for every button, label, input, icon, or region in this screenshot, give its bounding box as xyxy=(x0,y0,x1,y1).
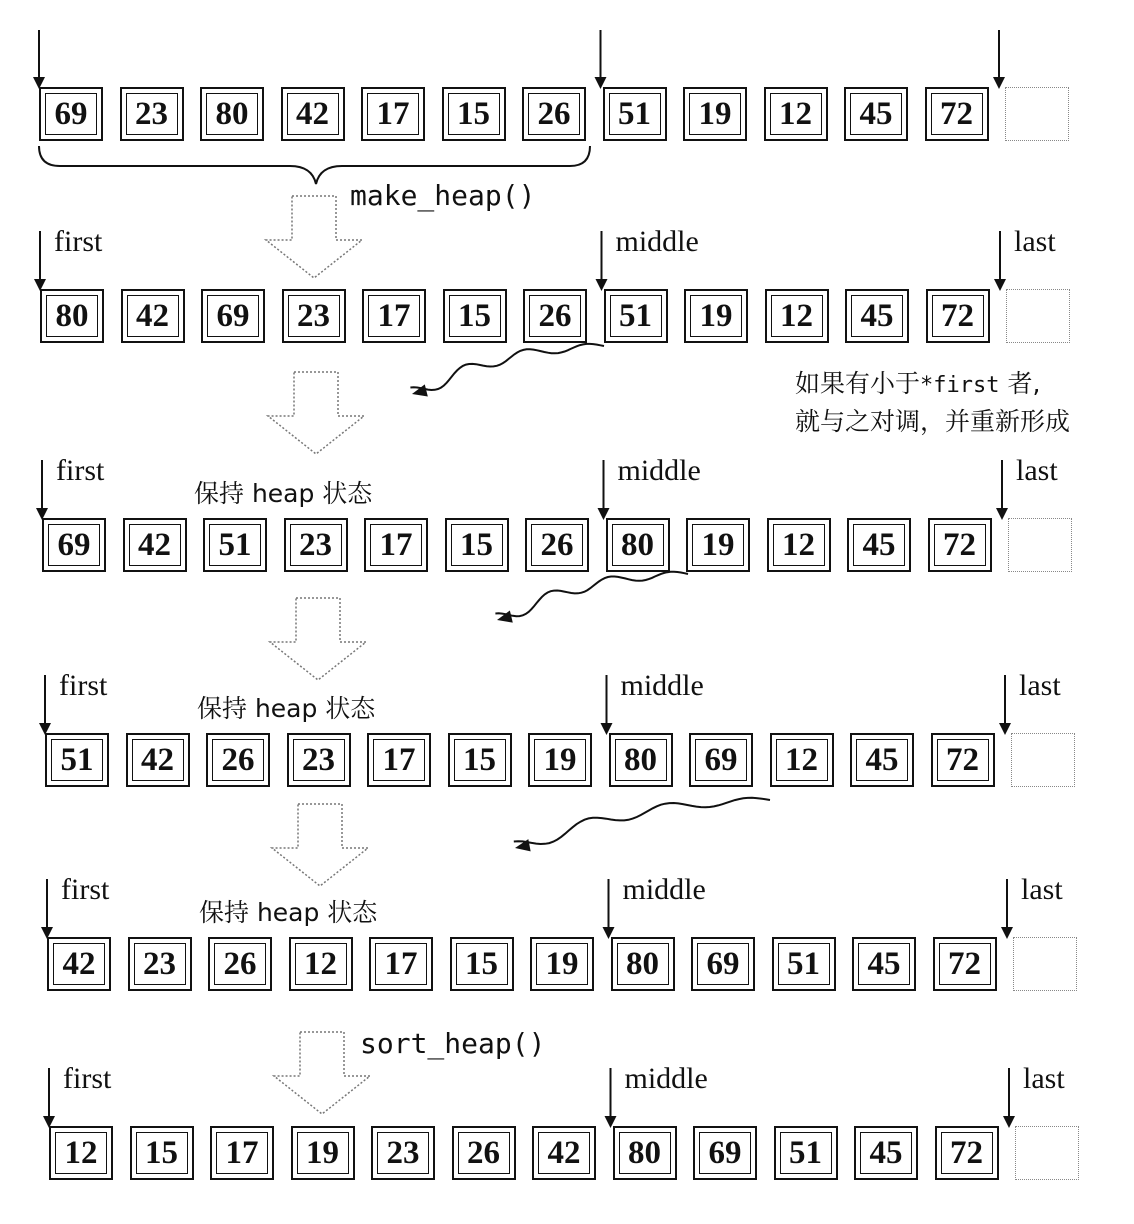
first-label: first xyxy=(61,873,110,906)
swap-arrow-curve xyxy=(514,798,770,844)
array-cell xyxy=(442,87,506,141)
cell-value: 12 xyxy=(779,95,812,132)
cell-value: 19 xyxy=(306,1134,339,1171)
middle-label: middle xyxy=(617,454,701,487)
array-cell xyxy=(40,289,104,343)
array-cell xyxy=(284,518,348,572)
sort-heap-transition-arrow xyxy=(274,1032,370,1114)
swap-note-line-1 xyxy=(795,366,1070,404)
cell-value: 72 xyxy=(950,1134,983,1171)
array-cell xyxy=(289,937,353,991)
cell-value: 80 xyxy=(621,526,654,563)
array-cell xyxy=(925,87,989,141)
array-cell xyxy=(448,733,512,787)
array-cell xyxy=(613,1126,677,1180)
cell-value: 69 xyxy=(704,741,738,778)
cell-value: 23 xyxy=(143,945,176,982)
cell-value: 72 xyxy=(946,741,979,778)
array-cell xyxy=(604,289,668,343)
swap-note xyxy=(795,366,1070,440)
cell-value: 17 xyxy=(376,95,410,132)
array-cell xyxy=(530,937,594,991)
swap-arrow-curve xyxy=(410,344,604,390)
array-cell xyxy=(206,733,270,787)
cell-value: 42 xyxy=(138,526,171,563)
cell-value: 26 xyxy=(538,297,572,334)
array-cell xyxy=(120,87,184,141)
array-cell xyxy=(767,518,831,572)
array-cell xyxy=(854,1126,918,1180)
cell-value: 69 xyxy=(708,1134,742,1171)
array-cell xyxy=(764,87,828,141)
array-cell xyxy=(926,289,990,343)
array-cell xyxy=(203,518,267,572)
last-pointer-arrow-head xyxy=(999,723,1011,735)
cell-value: 15 xyxy=(460,526,493,563)
cell-value: 12 xyxy=(782,526,815,563)
last-pointer-arrow-head xyxy=(1001,927,1013,939)
cell-value: 15 xyxy=(465,945,498,982)
array-cell xyxy=(287,733,351,787)
array-cell xyxy=(450,937,514,991)
last-label: last xyxy=(1014,225,1056,258)
array-cell xyxy=(128,937,192,991)
cell-value: 69 xyxy=(54,95,88,132)
array-cell xyxy=(443,289,507,343)
array-cell xyxy=(281,87,345,141)
array-cell xyxy=(603,87,667,141)
sort-heap-label: sort_heap() xyxy=(360,1027,546,1060)
cell-value: 26 xyxy=(221,741,255,778)
array-cell xyxy=(931,733,995,787)
array-end-slot xyxy=(1013,937,1077,991)
cell-value: 17 xyxy=(379,526,413,563)
last-pointer-arrow-head xyxy=(1003,1116,1015,1128)
cell-value: 23 xyxy=(297,297,330,334)
cell-value: 17 xyxy=(382,741,416,778)
array-cell xyxy=(367,733,431,787)
cell-value: 26 xyxy=(223,945,257,982)
cell-value: 26 xyxy=(467,1134,500,1171)
cell-value: 72 xyxy=(948,945,981,982)
array-end-slot xyxy=(1015,1126,1079,1180)
heap-state-note: 保持 heap 状态 xyxy=(199,898,378,927)
swap-note-code: *first xyxy=(920,373,1000,398)
cell-value: 45 xyxy=(869,1134,903,1171)
first-label: first xyxy=(59,669,108,702)
cell-value: 23 xyxy=(386,1134,420,1171)
array-cell xyxy=(689,733,753,787)
cell-value: 12 xyxy=(780,297,813,334)
last-label: last xyxy=(1019,669,1061,702)
cell-value: 51 xyxy=(787,945,820,982)
array-cell xyxy=(47,937,111,991)
cell-value: 19 xyxy=(698,95,732,132)
array-cell xyxy=(525,518,589,572)
array-cell xyxy=(42,518,106,572)
array-cell xyxy=(371,1126,435,1180)
array-cell xyxy=(39,87,103,141)
cell-value: 19 xyxy=(543,741,577,778)
last-label: last xyxy=(1016,454,1058,487)
array-cell xyxy=(770,733,834,787)
array-end-slot xyxy=(1005,87,1069,141)
array-cell xyxy=(45,733,109,787)
array-cell xyxy=(772,937,836,991)
cell-value: 51 xyxy=(618,95,651,132)
cell-value: 17 xyxy=(225,1134,259,1171)
array-cell xyxy=(847,518,911,572)
array-cell xyxy=(123,518,187,572)
array-cell xyxy=(445,518,509,572)
cell-value: 72 xyxy=(943,526,976,563)
last-pointer-arrow-head xyxy=(996,508,1008,520)
array-cell xyxy=(210,1126,274,1180)
cell-value: 69 xyxy=(57,526,91,563)
array-cell xyxy=(684,289,748,343)
cell-value: 12 xyxy=(785,741,818,778)
cell-value: 72 xyxy=(940,95,973,132)
cell-value: 45 xyxy=(862,526,896,563)
array-cell xyxy=(852,937,916,991)
cell-value: 17 xyxy=(377,297,411,334)
array-cell xyxy=(774,1126,838,1180)
cell-value: 42 xyxy=(547,1134,581,1171)
swap-transition-arrow xyxy=(268,372,364,454)
array-cell xyxy=(523,289,587,343)
cell-value: 80 xyxy=(624,741,657,778)
cell-value: 45 xyxy=(867,945,901,982)
swap-arrow-curve xyxy=(495,572,688,617)
first-label: first xyxy=(54,225,103,258)
array-cell xyxy=(362,289,426,343)
array-cell xyxy=(208,937,272,991)
cell-value: 15 xyxy=(458,297,491,334)
array-cell xyxy=(369,937,433,991)
cell-value: 42 xyxy=(296,95,329,132)
cell-value: 80 xyxy=(215,95,249,132)
array-cell xyxy=(928,518,992,572)
swap-note-text-a: 如果有小于 xyxy=(795,369,921,398)
cell-value: 42 xyxy=(141,741,174,778)
cell-value: 51 xyxy=(619,297,652,334)
array-cell xyxy=(683,87,747,141)
cell-value: 19 xyxy=(699,297,733,334)
swap-arrow-head xyxy=(497,610,513,622)
cell-value: 15 xyxy=(145,1134,178,1171)
cell-value: 17 xyxy=(384,945,418,982)
last-label: last xyxy=(1023,1062,1065,1095)
array-end-slot xyxy=(1006,289,1070,343)
cell-value: 51 xyxy=(218,526,252,563)
cell-value: 26 xyxy=(540,526,574,563)
array-cell xyxy=(121,289,185,343)
array-cell xyxy=(765,289,829,343)
array-cell xyxy=(452,1126,516,1180)
array-cell xyxy=(935,1126,999,1180)
array-cell xyxy=(200,87,264,141)
cell-value: 42 xyxy=(62,945,96,982)
array-cell xyxy=(522,87,586,141)
array-cell xyxy=(606,518,670,572)
array-cell xyxy=(201,289,265,343)
array-cell xyxy=(126,733,190,787)
cell-value: 51 xyxy=(789,1134,822,1171)
cell-value: 15 xyxy=(457,95,490,132)
array-cell xyxy=(691,937,755,991)
swap-transition-arrow xyxy=(270,598,366,680)
cell-value: 72 xyxy=(941,297,974,334)
cell-value: 80 xyxy=(55,297,89,334)
make-heap-transition-arrow xyxy=(266,196,362,278)
array-cell xyxy=(532,1126,596,1180)
cell-value: 23 xyxy=(135,95,168,132)
cell-value: 80 xyxy=(628,1134,661,1171)
array-end-slot xyxy=(1011,733,1075,787)
array-cell xyxy=(361,87,425,141)
middle-label: middle xyxy=(624,1062,708,1095)
array-cell xyxy=(933,937,997,991)
cell-value: 19 xyxy=(545,945,579,982)
array-cell xyxy=(130,1126,194,1180)
array-cell xyxy=(364,518,428,572)
cell-value: 12 xyxy=(304,945,337,982)
cell-value: 23 xyxy=(299,526,332,563)
cell-value: 26 xyxy=(537,95,571,132)
array-cell xyxy=(611,937,675,991)
array-cell xyxy=(282,289,346,343)
array-cell xyxy=(291,1126,355,1180)
first-label: first xyxy=(56,454,105,487)
cell-value: 45 xyxy=(859,95,893,132)
cell-value: 19 xyxy=(701,526,735,563)
cell-value: 45 xyxy=(865,741,899,778)
array-cell xyxy=(850,733,914,787)
cell-value: 69 xyxy=(706,945,740,982)
last-pointer-arrow-head xyxy=(993,77,1005,89)
array-end-slot xyxy=(1008,518,1072,572)
last-label: last xyxy=(1021,873,1063,906)
heap-state-note: 保持 heap 状态 xyxy=(197,694,376,723)
swap-arrow-head xyxy=(412,384,428,396)
cell-value: 45 xyxy=(860,297,894,334)
array-cell xyxy=(49,1126,113,1180)
cell-value: 69 xyxy=(216,297,250,334)
array-cell xyxy=(693,1126,757,1180)
cell-value: 51 xyxy=(60,741,94,778)
array-cell xyxy=(609,733,673,787)
middle-label: middle xyxy=(622,873,706,906)
array-cell xyxy=(844,87,908,141)
cell-value: 23 xyxy=(302,741,335,778)
middle-label: middle xyxy=(620,669,704,702)
first-label: first xyxy=(63,1062,112,1095)
heap-state-note: 保持 heap 状态 xyxy=(194,479,373,508)
swap-arrow-head xyxy=(515,839,531,851)
array-cell xyxy=(686,518,750,572)
cell-value: 80 xyxy=(626,945,659,982)
swap-note-line-2: 就与之对调，并重新形成 xyxy=(795,407,1071,436)
swap-transition-arrow xyxy=(272,804,368,886)
cell-value: 42 xyxy=(136,297,169,334)
swap-note-text-b: 者, xyxy=(999,369,1041,398)
array-cell xyxy=(528,733,592,787)
cell-value: 15 xyxy=(463,741,496,778)
cell-value: 12 xyxy=(64,1134,98,1171)
array-cell xyxy=(845,289,909,343)
middle-label: middle xyxy=(615,225,699,258)
make-heap-label: make_heap() xyxy=(350,179,536,212)
last-pointer-arrow-head xyxy=(994,279,1006,291)
